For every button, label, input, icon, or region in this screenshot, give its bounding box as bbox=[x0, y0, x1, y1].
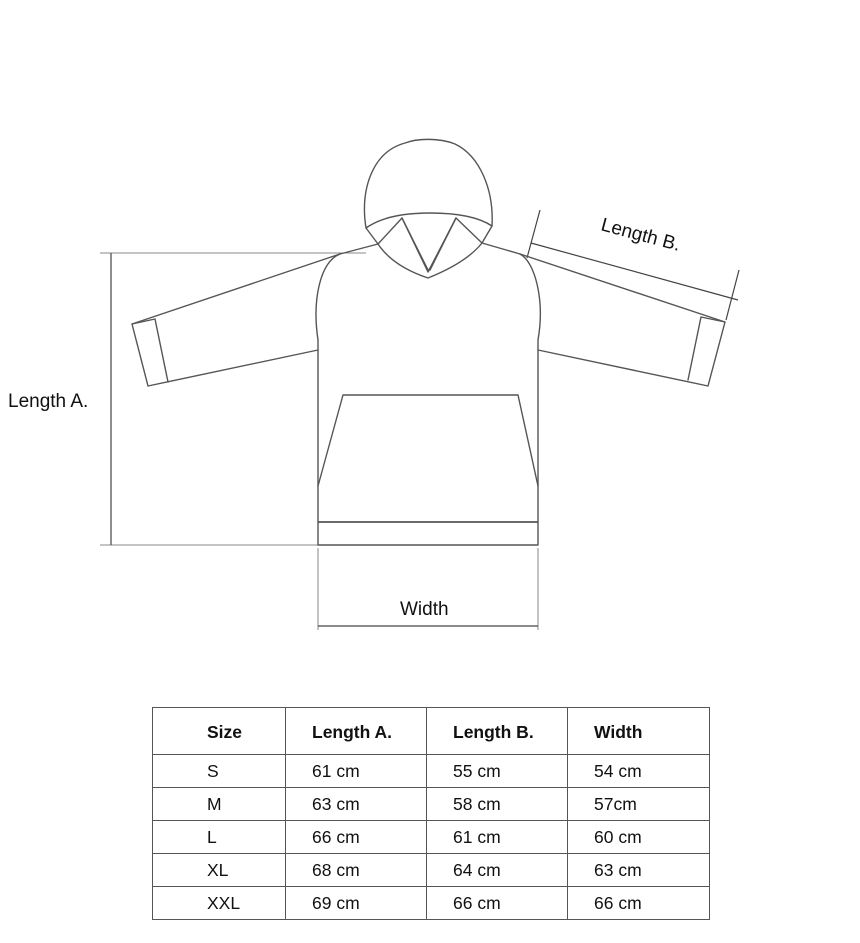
size-cell: XXL bbox=[153, 887, 286, 920]
length-a-cell: 68 cm bbox=[286, 854, 427, 887]
length-b-cell: 58 cm bbox=[427, 788, 568, 821]
table-row bbox=[153, 854, 710, 887]
header-width: Width bbox=[568, 708, 710, 755]
length-b-cell: 55 cm bbox=[427, 755, 568, 788]
table-row bbox=[153, 887, 710, 920]
length-b-label: Length B. bbox=[598, 214, 683, 256]
length-a-cell: 69 cm bbox=[286, 887, 427, 920]
width-cell: 57cm bbox=[568, 788, 710, 821]
length-b-cell: 61 cm bbox=[427, 821, 568, 854]
header-length-a: Length A. bbox=[286, 708, 427, 755]
header-length-b: Length B. bbox=[427, 708, 568, 755]
width-cell: 66 cm bbox=[568, 887, 710, 920]
width-cell: 54 cm bbox=[568, 755, 710, 788]
width-cell: 60 cm bbox=[568, 821, 710, 854]
length-b-cell: 64 cm bbox=[427, 854, 568, 887]
header-size: Size bbox=[153, 708, 286, 755]
size-chart-table bbox=[152, 707, 710, 920]
size-cell: XL bbox=[153, 854, 286, 887]
size-cell: L bbox=[153, 821, 286, 854]
length-a-label: Length A. bbox=[8, 391, 89, 412]
length-a-cell: 63 cm bbox=[286, 788, 427, 821]
length-a-cell: 61 cm bbox=[286, 755, 427, 788]
size-cell: S bbox=[153, 755, 286, 788]
table-row bbox=[153, 788, 710, 821]
length-a-cell: 66 cm bbox=[286, 821, 427, 854]
size-cell: M bbox=[153, 788, 286, 821]
hoodie-outline bbox=[132, 139, 725, 545]
table-row bbox=[153, 755, 710, 788]
width-label: Width bbox=[400, 599, 449, 620]
length-a-measure bbox=[100, 253, 366, 545]
length-b-cell: 66 cm bbox=[427, 887, 568, 920]
table-row bbox=[153, 821, 710, 854]
width-cell: 63 cm bbox=[568, 854, 710, 887]
table-header-row bbox=[153, 708, 710, 755]
